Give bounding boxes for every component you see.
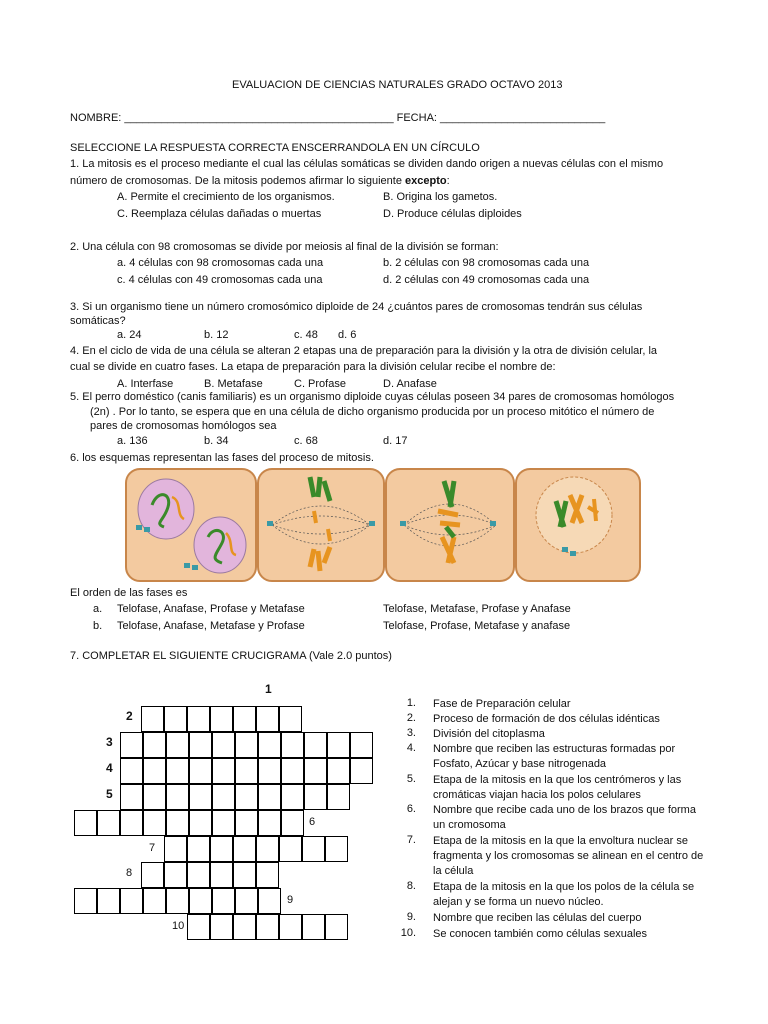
- crossword-cell[interactable]: [256, 706, 279, 732]
- q1-except: excepto: [405, 175, 447, 187]
- crossword-cell[interactable]: [233, 914, 256, 940]
- crossword-cell[interactable]: [187, 914, 210, 940]
- crossword-cell[interactable]: [210, 706, 233, 732]
- q5-line2: (2n) . Por lo tanto, se espera que en una célula de dicho organismo producida por un proceso mitótico el número de: [90, 406, 655, 418]
- crossword-cell[interactable]: [141, 706, 164, 732]
- clue-text: Se conocen también como células sexuales: [433, 928, 648, 940]
- grid-number-2: 2: [126, 709, 133, 723]
- q1-option-d[interactable]: D. Produce células diploides: [383, 208, 522, 220]
- crossword-cell[interactable]: [164, 836, 187, 862]
- crossword-cell[interactable]: [166, 758, 189, 784]
- crossword-cell[interactable]: [212, 784, 235, 810]
- grid-number-8: 8: [126, 867, 133, 879]
- crossword-cell[interactable]: [235, 810, 258, 836]
- crossword-cell[interactable]: [327, 732, 350, 758]
- crossword-cell[interactable]: [189, 784, 212, 810]
- q3-line1: 3. Si un organismo tiene un número cromosómico diploide de 24 ¿cuántos pares de cromosomas tendrán sus células: [70, 301, 643, 313]
- q3-option-c[interactable]: c. 48: [294, 329, 318, 341]
- crossword-title: 7. COMPLETAR EL SIGUIENTE CRUCIGRAMA (Vale 2.0 puntos): [70, 650, 392, 662]
- crossword-cell[interactable]: [304, 732, 327, 758]
- crossword-cell[interactable]: [281, 732, 304, 758]
- q5-option-d[interactable]: d. 17: [383, 435, 408, 447]
- q5-line1: 5. El perro doméstico (canis familiaris) es un organismo diploide cuyas células poseen 34 pares de cromosomas homólogos: [70, 391, 675, 403]
- crossword-cell[interactable]: [279, 706, 302, 732]
- crossword-cell[interactable]: [235, 784, 258, 810]
- q6-option-b[interactable]: Telofase, Anafase, Metafase y Profase: [117, 620, 305, 632]
- grid-number-4: 4: [106, 761, 113, 775]
- crossword-cell[interactable]: [281, 810, 304, 836]
- grid-number-5: 5: [106, 787, 113, 801]
- clue-text: División del citoplasma: [433, 728, 545, 740]
- crossword-cell[interactable]: [187, 862, 210, 888]
- crossword-cell[interactable]: [164, 706, 187, 732]
- crossword-cell[interactable]: [258, 732, 281, 758]
- q4-option-b[interactable]: B. Metafase: [204, 378, 263, 390]
- crossword-cell[interactable]: [235, 888, 258, 914]
- q6-option-b2[interactable]: Telofase, Profase, Metafase y anafase: [383, 620, 571, 632]
- clue-text: Nombre que recibe cada uno de los brazos que forma un cromosoma: [433, 804, 696, 831]
- q6-text: 6. los esquemas representan las fases del proceso de mitosis.: [70, 452, 374, 464]
- q3-option-b[interactable]: b. 12: [204, 329, 229, 341]
- crossword-cell[interactable]: [166, 888, 189, 914]
- crossword-cell[interactable]: [120, 758, 143, 784]
- cell-prophase: [516, 469, 640, 581]
- crossword-cell[interactable]: [233, 862, 256, 888]
- q2-option-d[interactable]: d. 2 células con 49 cromosomas cada una: [383, 274, 590, 286]
- cell-metaphase: [386, 469, 514, 581]
- q1-option-b[interactable]: B. Origina los gametos.: [383, 191, 498, 203]
- crossword-cell[interactable]: [166, 732, 189, 758]
- cell-telophase: [126, 469, 256, 581]
- crossword-cell[interactable]: [350, 758, 373, 784]
- q4-line2: cual se divide en cuatro fases. La etapa de preparación para la división celular recibe el nombre de:: [70, 361, 556, 373]
- crossword-cell[interactable]: [350, 732, 373, 758]
- crossword-cell[interactable]: [143, 784, 166, 810]
- q2-option-b[interactable]: b. 2 células con 98 cromosomas cada una: [383, 257, 590, 269]
- clue-text: Etapa de la mitosis en la que los polos de la célula se alejan y se forma un nuevo núcleo.: [433, 881, 695, 908]
- q1-option-a[interactable]: A. Permite el crecimiento de los organismos.: [117, 191, 335, 203]
- crossword-cell[interactable]: [258, 888, 281, 914]
- crossword-cell[interactable]: [302, 914, 325, 940]
- crossword-cell[interactable]: [210, 914, 233, 940]
- crossword-cell[interactable]: [166, 784, 189, 810]
- crossword-cell[interactable]: [235, 732, 258, 758]
- grid-number-6: 6: [309, 816, 316, 828]
- q1-line2: [70, 175, 450, 187]
- q5-option-c[interactable]: c. 68: [294, 435, 318, 447]
- crossword-cell[interactable]: [143, 810, 166, 836]
- q5-option-b[interactable]: b. 34: [204, 435, 229, 447]
- q3-line2: somáticas?: [70, 315, 126, 327]
- q3-option-d[interactable]: d. 6: [338, 329, 357, 341]
- grid-number-10: 10: [172, 920, 185, 932]
- q1-line1: 1. La mitosis es el proceso mediante el cual las células somáticas se dividen dando origen a nuevas células con el mismo: [70, 158, 664, 170]
- q5-option-a[interactable]: a. 136: [117, 435, 148, 447]
- grid-number-1: 1: [265, 682, 272, 696]
- q2-option-c[interactable]: c. 4 células con 49 cromosomas cada una: [117, 274, 323, 286]
- name-date-line[interactable]: NOMBRE: ____________________________________________ FECHA: ___________________________: [70, 112, 606, 124]
- crossword-cell[interactable]: [120, 784, 143, 810]
- crossword-cell[interactable]: [164, 862, 187, 888]
- grid-number-3: 3: [106, 735, 113, 749]
- crossword-cell[interactable]: [325, 836, 348, 862]
- instruction: SELECCIONE LA RESPUESTA CORRECTA ENSCERRANDOLA EN UN CÍRCULO: [70, 142, 480, 154]
- crossword-cell[interactable]: [233, 706, 256, 732]
- clue-number: 9.: [406, 911, 416, 923]
- crossword-cell[interactable]: [189, 732, 212, 758]
- crossword-cell[interactable]: [143, 758, 166, 784]
- clue-text: Nombre que reciben las células del cuerpo: [433, 912, 642, 924]
- clue-text: Fase de Preparación celular: [433, 698, 571, 710]
- crossword-cell[interactable]: [327, 758, 350, 784]
- crossword-cell[interactable]: [189, 758, 212, 784]
- q6-order-label: El orden de las fases es: [70, 587, 188, 599]
- clue-number: 4.: [406, 742, 416, 754]
- q4-option-d[interactable]: D. Anafase: [383, 378, 437, 390]
- exam-title: EVALUACION DE CIENCIAS NATURALES GRADO OCTAVO 2013: [232, 79, 563, 91]
- crossword-cell[interactable]: [258, 810, 281, 836]
- crossword-cell[interactable]: [256, 836, 279, 862]
- crossword-cell[interactable]: [141, 862, 164, 888]
- clue-text: Etapa de la mitosis en la que los centrómeros y las cromáticas viajan hacia los polos celulares: [433, 774, 682, 801]
- q3-option-a[interactable]: a. 24: [117, 329, 142, 341]
- crossword-cell[interactable]: [74, 810, 97, 836]
- crossword-cell[interactable]: [325, 914, 348, 940]
- crossword-cell[interactable]: [97, 888, 120, 914]
- crossword-cell[interactable]: [212, 732, 235, 758]
- crossword-cell[interactable]: [258, 758, 281, 784]
- crossword-cell[interactable]: [256, 914, 279, 940]
- crossword-cell[interactable]: [120, 810, 143, 836]
- q2-text: 2. Una célula con 98 cromosomas se divide por meiosis al final de la división se forman:: [70, 241, 499, 253]
- crossword-cell[interactable]: [256, 862, 279, 888]
- crossword-cell[interactable]: [212, 888, 235, 914]
- q6-option-a[interactable]: Telofase, Anafase, Profase y Metafase: [117, 603, 305, 615]
- clue-number: 6.: [406, 803, 416, 815]
- clue-text: Proceso de formación de dos células idénticas: [433, 713, 660, 725]
- q4-line1: 4. En el ciclo de vida de una célula se alteran 2 etapas una de preparación para la división y la otra de división celular, la: [70, 345, 658, 357]
- mitosis-phases-diagram: [124, 467, 642, 583]
- q6-option-a2[interactable]: Telofase, Metafase, Profase y Anafase: [383, 603, 571, 615]
- crossword-cell[interactable]: [279, 914, 302, 940]
- crossword-cell[interactable]: [187, 706, 210, 732]
- crossword-cell[interactable]: [97, 810, 120, 836]
- crossword-cell[interactable]: [235, 758, 258, 784]
- grid-number-7: 7: [149, 842, 156, 854]
- crossword-cell[interactable]: [189, 810, 212, 836]
- crossword-cell[interactable]: [327, 784, 350, 810]
- clue-number: 10.: [400, 927, 416, 939]
- clue-number: 7.: [406, 834, 416, 846]
- crossword-cell[interactable]: [210, 862, 233, 888]
- cell-anaphase: [258, 469, 384, 581]
- crossword-cell[interactable]: [258, 784, 281, 810]
- clue-number: 1.: [406, 697, 416, 709]
- crossword-cell[interactable]: [212, 810, 235, 836]
- crossword-cell[interactable]: [281, 758, 304, 784]
- crossword-cell[interactable]: [304, 758, 327, 784]
- clue-number: 2.: [406, 712, 416, 724]
- q1-option-c[interactable]: C. Reemplaza células dañadas o muertas: [117, 208, 322, 220]
- crossword-cell[interactable]: [189, 888, 212, 914]
- crossword-cell[interactable]: [233, 836, 256, 862]
- crossword-cell[interactable]: [302, 836, 325, 862]
- clue-text: Etapa de la mitosis en la que la envoltura nuclear se fragmenta y los cromosomas se alinean en el centro de la célula: [433, 835, 704, 877]
- crossword-cell[interactable]: [143, 888, 166, 914]
- q2-option-a[interactable]: a. 4 células con 98 cromosomas cada una: [117, 257, 324, 269]
- q1-line2-text: número de cromosomas. De la mitosis podemos afirmar lo siguiente: [70, 175, 406, 187]
- q4-option-c[interactable]: C. Profase: [294, 378, 346, 390]
- q5-line3: pares de cromosomas homólogos sea: [90, 420, 277, 432]
- q1-colon: :: [446, 175, 450, 187]
- q4-option-a[interactable]: A. Interfase: [117, 378, 174, 390]
- crossword-cell[interactable]: [212, 758, 235, 784]
- crossword-cell[interactable]: [281, 784, 304, 810]
- crossword-cell[interactable]: [187, 836, 210, 862]
- clue-number: 3.: [406, 727, 416, 739]
- clue-number: 8.: [406, 880, 416, 892]
- crossword-cell[interactable]: [120, 888, 143, 914]
- crossword-cell[interactable]: [210, 836, 233, 862]
- crossword-cell[interactable]: [304, 784, 327, 810]
- crossword-cell[interactable]: [279, 836, 302, 862]
- q6-option-a-letter: a.: [93, 603, 103, 615]
- grid-number-9: 9: [287, 894, 294, 906]
- crossword-cell[interactable]: [120, 732, 143, 758]
- crossword-cell[interactable]: [74, 888, 97, 914]
- crossword-cell[interactable]: [166, 810, 189, 836]
- clue-number: 5.: [406, 773, 416, 785]
- crossword-cell[interactable]: [143, 732, 166, 758]
- q6-option-b-letter: b.: [93, 620, 103, 632]
- clue-text: Nombre que reciben las estructuras formadas por Fosfato, Azúcar y base nitrogenada: [433, 743, 676, 770]
